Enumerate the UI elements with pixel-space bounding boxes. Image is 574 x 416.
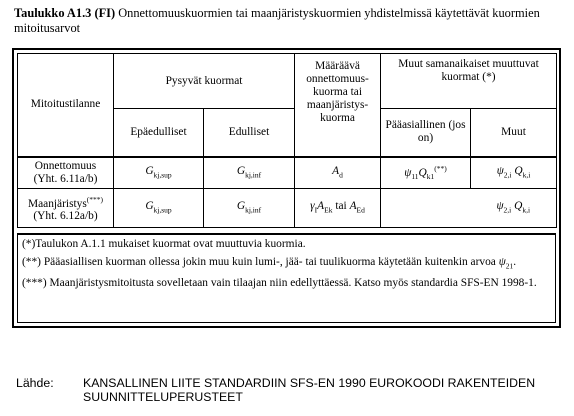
situation-earthquake: Maanjäristys(***) (Yht. 6.12a/b): [18, 189, 114, 228]
header-main: Pääasiallinen (jos on): [381, 109, 471, 157]
table-row: [18, 157, 557, 189]
cell-psi2i-qki: $\psi_{2,i}$ $Q_{k,i}$: [471, 157, 557, 189]
header-situation: Mitoitustilanne: [18, 54, 114, 157]
load-combination-table: [12, 48, 561, 328]
source-text: KANSALLINEN LIITE STANDARDIIN SFS-EN 1990 EUROKOODI RAKENTEIDEN SUUNNITTELUPERUSTEET: [83, 376, 536, 404]
table-number: Taulukko A1.3 (FI): [14, 6, 116, 20]
header-others: Muut: [471, 109, 557, 157]
table-row: [18, 189, 557, 228]
cell-psi11-qk1: $\psi_{11}Q_{k1}^{(**)}$: [381, 157, 471, 189]
cell-psi2i-qki-2: $\psi_{2,i}$ $Q_{k,i}$: [471, 189, 557, 228]
table-notes: [17, 233, 556, 323]
cell-ad: $A_d$: [295, 157, 381, 189]
situation-accident: Onnettomuus (Yht. 6.11a/b): [18, 157, 114, 189]
table-caption: Onnettomuuskuormien tai maanjäristyskuormien yhdistelmissä käytettävät kuormien mitoitusarvot: [14, 6, 540, 35]
cell-gkj-sup: $G_{kj,sup}$: [114, 157, 204, 189]
header-leading: Määräävä onnettomuus-kuorma tai maanjäristys-kuorma: [295, 54, 381, 157]
cell-gamma-aek: $\gamma_IA_{Ek}$ tai $A_{Ed}$: [295, 189, 381, 228]
cell-gkj-sup-2: $G_{kj,sup}$: [114, 189, 204, 228]
cell-gkj-inf: $G_{kj,inf}$: [204, 157, 295, 189]
table-grid: [17, 53, 557, 228]
cell-empty: [381, 189, 471, 228]
header-unfavourable: Epäedulliset: [114, 109, 204, 157]
note-2: (**) Pääasiallisen kuorman ollessa jokin muu kuin lumi-, jää- tai tuulikuorma käytetään kuitenkin arvoa $\psi_{21}$.: [22, 256, 517, 271]
header-concurrent: Muut samanaikaiset muuttuvat kuormat (*): [381, 54, 557, 109]
table-title: [14, 6, 566, 36]
header-permanent: Pysyvät kuormat: [114, 54, 295, 109]
header-row-1: [18, 54, 557, 109]
header-favourable: Edulliset: [204, 109, 295, 157]
note-1: (*)Taulukon A.1.1 mukaiset kuormat ovat muuttuvia kuormia.: [22, 238, 306, 250]
cell-gkj-inf-2: $G_{kj,inf}$: [204, 189, 295, 228]
source-label: Lähde:: [16, 376, 54, 390]
note-3: (***) Maanjäristysmitoitusta sovelletaan vain tilaajan niin edellyttäessä. Katso myös standardia SFS-EN 1998-1.: [22, 277, 537, 290]
